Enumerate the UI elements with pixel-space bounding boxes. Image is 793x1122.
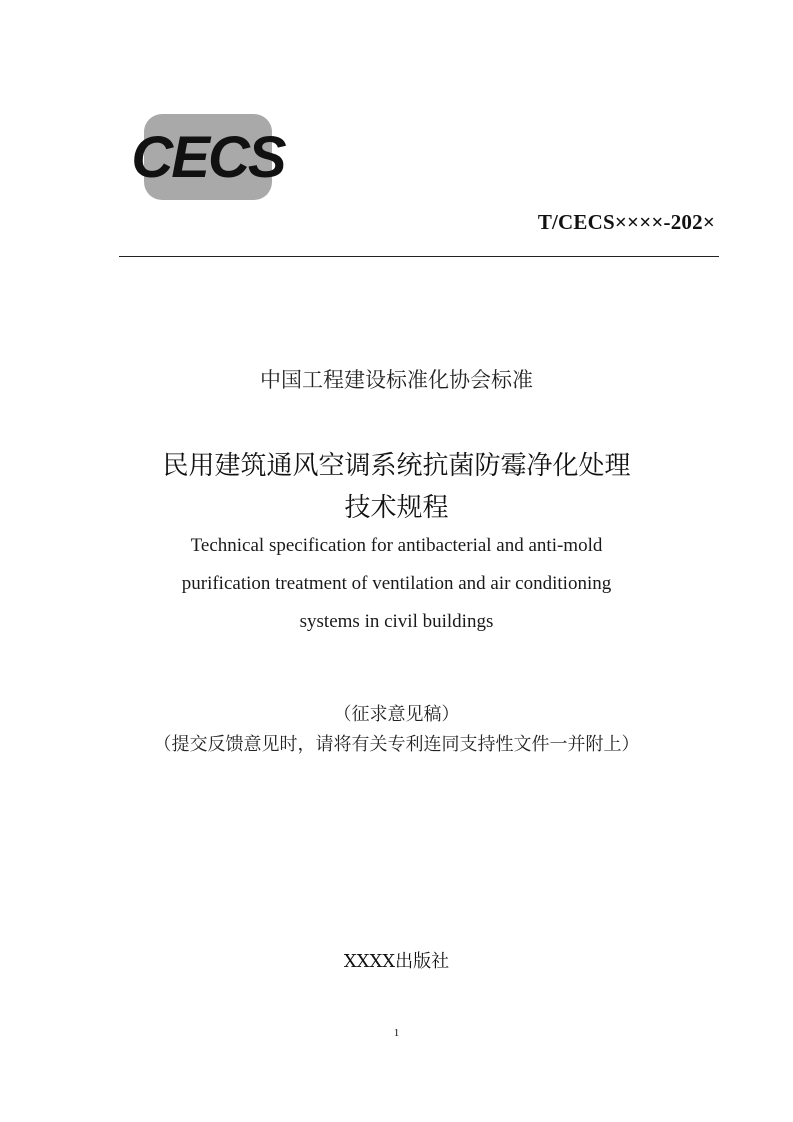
draft-status: （征求意见稿） bbox=[333, 704, 460, 725]
publisher-name: XXXX出版社 bbox=[343, 951, 450, 972]
feedback-instruction: （提交反馈意见时，请将有关专利连同支持性文件一并附上） bbox=[153, 734, 640, 755]
cecs-logo bbox=[124, 114, 292, 200]
page-number: 1 bbox=[393, 1027, 400, 1039]
title-en-line-1: Technical specification for antibacterial and anti-mold bbox=[190, 535, 603, 556]
header-divider bbox=[119, 256, 719, 257]
title-en-line-3: systems in civil buildings bbox=[299, 611, 494, 632]
logo-text: CECS bbox=[131, 125, 285, 190]
association-heading: 中国工程建设标准化协会标准 bbox=[260, 368, 533, 392]
standard-number: T/CECS××××-202× bbox=[537, 210, 715, 234]
title-en-line-2: purification treatment of ventilation and air conditioning bbox=[181, 573, 612, 594]
title-cn-line-2: 技术规程 bbox=[344, 493, 449, 523]
title-cn-line-1: 民用建筑通风空调系统抗菌防霉净化处理 bbox=[162, 451, 631, 481]
